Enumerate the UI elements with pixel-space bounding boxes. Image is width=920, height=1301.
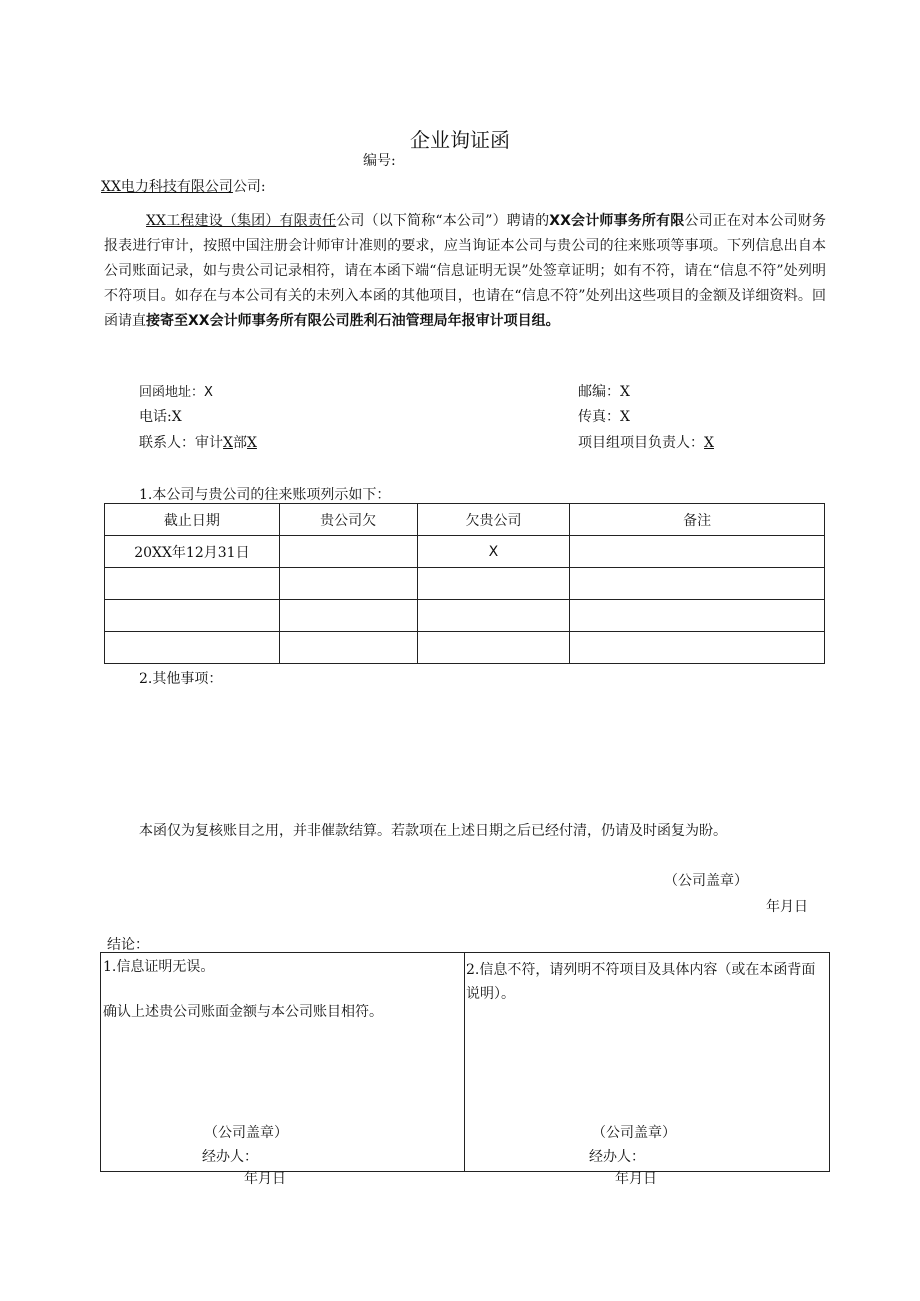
return-address: 回函地址：X (139, 385, 213, 400)
table-cell[interactable] (105, 600, 280, 632)
note-text: 本函仅为复核账目之用，并非催款结算。若款项在上述日期之后已经付清，仍请及时函复为盼。 (139, 823, 727, 839)
table-cell[interactable] (570, 632, 825, 664)
table-cell[interactable] (279, 536, 417, 568)
table-header-row (105, 504, 825, 536)
table-row (105, 568, 825, 600)
section-1-heading: 1.本公司与贵公司的往来账项列示如下： (139, 487, 391, 503)
col-remarks: 备注 (570, 504, 825, 536)
table-cell[interactable] (105, 568, 280, 600)
contact-person: 联系人：审计X部X (139, 435, 257, 451)
page-title: 企业询证函 (410, 128, 510, 152)
table-cell[interactable] (417, 568, 570, 600)
table-cell[interactable] (279, 632, 417, 664)
recipient (101, 176, 266, 196)
account-table (104, 503, 825, 664)
left-seal: （公司盖章） (204, 1125, 288, 1141)
table-cell[interactable] (570, 568, 825, 600)
issue-date: 年月日 (766, 899, 808, 915)
return-address-text: 接寄至XX会计师事务所有限公司胜利石油管理局年报审计项目组。 (146, 313, 560, 329)
client-company: XX工程建设（集团）有限责任 (146, 213, 337, 229)
table-cell[interactable] (279, 600, 417, 632)
table-cell[interactable] (417, 600, 570, 632)
confirm-correct: 1.信息证明无误。 (103, 959, 215, 975)
conclusion-divider (464, 953, 465, 1171)
company-seal: （公司盖章） (664, 873, 748, 889)
col-owed-to-you: 欠贵公司 (417, 504, 570, 536)
fax: 传真：X (578, 409, 630, 425)
table-cell[interactable] (570, 536, 825, 568)
left-handler: 经办人： (202, 1149, 258, 1165)
col-owed-by-you: 贵公司欠 (279, 504, 417, 536)
table-cell[interactable]: X (417, 536, 570, 568)
postcode: 邮编：X (578, 384, 630, 400)
confirm-statement: 确认上述贵公司账面金额与本公司账目相符。 (103, 1004, 383, 1020)
table-cell[interactable] (417, 632, 570, 664)
right-seal: （公司盖章） (592, 1125, 676, 1141)
recipient-company: XX电力科技有限公司 (101, 179, 233, 195)
conclusion-label: 结论： (107, 937, 149, 953)
conclusion-box (100, 952, 830, 1187)
project-leader: 项目组项目负责人：X (578, 435, 714, 451)
audit-firm: XX会计师事务所有限 (549, 213, 685, 229)
recipient-suffix: 公司: (232, 179, 266, 195)
mismatch-instructions: 2.信息不符，请列明不符项目及具体内容（或在本函背面说明）。 (466, 962, 816, 1002)
table-cell[interactable] (105, 632, 280, 664)
table-cell[interactable]: 20XX年12月31日 (105, 536, 280, 568)
table-cell[interactable] (570, 600, 825, 632)
number-label: 编号: (363, 153, 396, 169)
phone: 电话:X (139, 409, 182, 425)
col-cutoff-date: 截止日期 (105, 504, 280, 536)
right-handler: 经办人： (589, 1149, 645, 1165)
table-cell[interactable] (279, 568, 417, 600)
right-date: 年月日 (615, 1171, 657, 1187)
table-row (105, 536, 825, 568)
section-2-heading: 2.其他事项： (139, 671, 223, 687)
table-row (105, 632, 825, 664)
body-paragraph: XX工程建设（集团）有限责任公司（以下简称“本公司”）聘请的XX会计师事务所有限公司正在对本公司财务报表进行审计，按照中国注册会计师审计准则的要求，应当询证本公司与贵公司的往来账项等事项。下列信息出自本公司账面记录，如与贵公司记录相符，请在本函下端“信息证明无误”处签章证明；如有不符，请在“信息不符”处列明不符项目。如存在与本公司有关的未列入本函的其他项目，也请在“信息不符”处列出这些项目的金额及详细资料。回函请直接寄至XX会计师事务所有限公司胜利石油管理局年报审计项目组。 (104, 213, 826, 329)
table-row (105, 600, 825, 632)
left-date: 年月日 (244, 1171, 286, 1187)
